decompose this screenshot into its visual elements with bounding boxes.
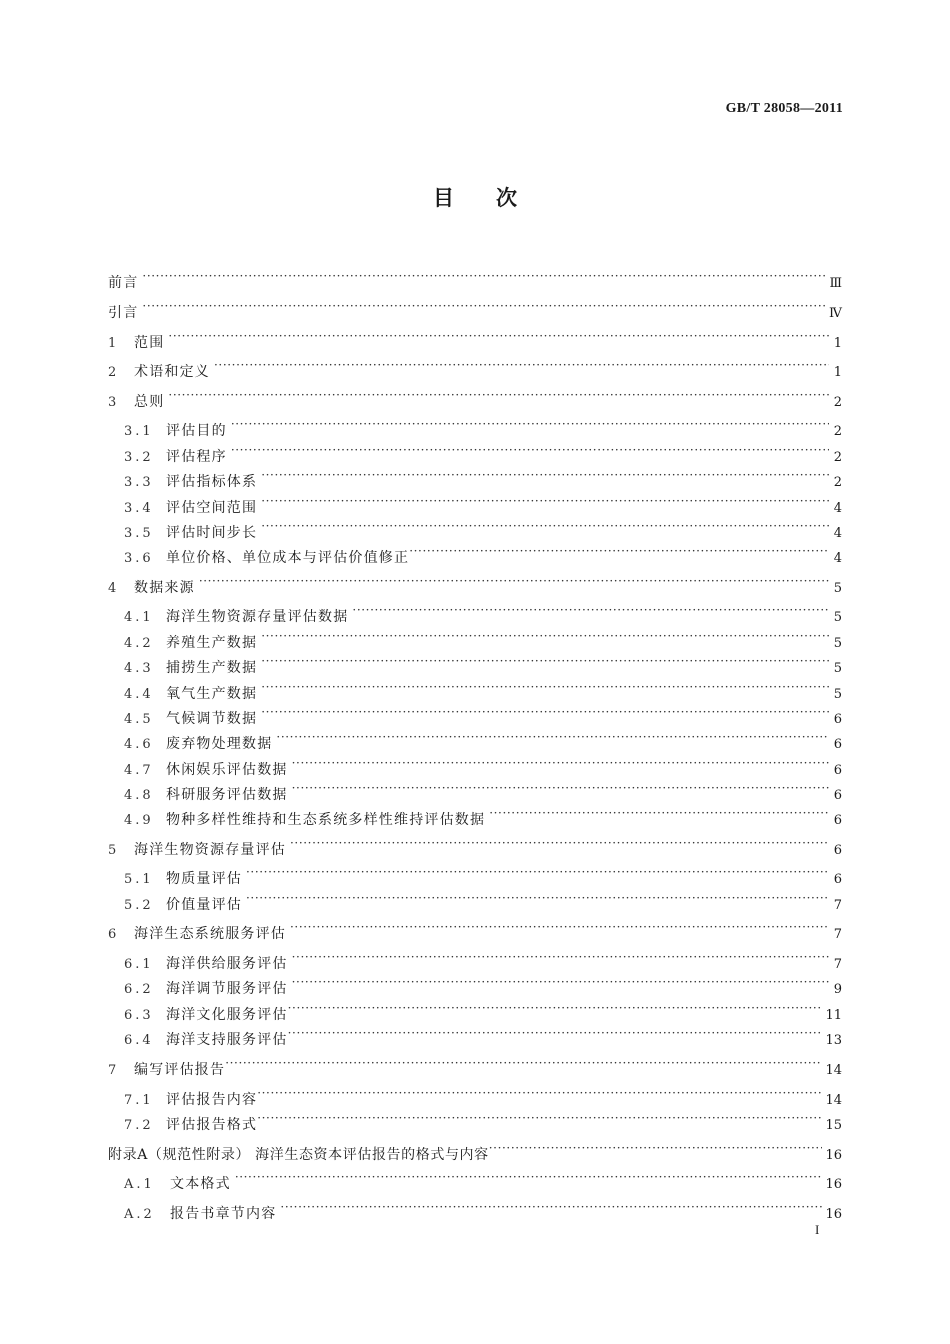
toc-entry-1[interactable] xyxy=(108,325,842,351)
toc-entry-label: 评估指标体系 xyxy=(166,474,258,490)
toc-section-number: 4.7 xyxy=(124,763,154,778)
toc-page-number: 6 xyxy=(833,788,842,803)
toc-entry-label: 前言 xyxy=(108,275,139,291)
toc-entry-label: 休闲娱乐评估数据 xyxy=(166,762,288,778)
toc-page-number: 5 xyxy=(833,610,842,625)
toc-section-number: 7 xyxy=(108,1063,120,1078)
leader-dots xyxy=(231,439,829,461)
toc-page-number: 2 xyxy=(833,395,842,410)
toc-page-number: 4 xyxy=(833,551,842,566)
toc-section-number: 4.4 xyxy=(124,687,154,702)
toc-entry-4-3[interactable] xyxy=(124,650,842,676)
leader-dots xyxy=(288,1022,823,1044)
toc-page-number: 14 xyxy=(825,1063,842,1078)
toc-section-number: 6.3 xyxy=(124,1008,154,1023)
toc-entry-appendix-a[interactable] xyxy=(108,1137,842,1163)
toc-section-number: 6 xyxy=(108,927,120,942)
toc-page-number: 7 xyxy=(833,957,842,972)
toc-entry-6[interactable] xyxy=(108,916,842,942)
toc-entry-label: 单位价格、单位成本与评估价值修正 xyxy=(166,550,410,566)
toc-page-number: 11 xyxy=(825,1008,842,1023)
toc-page-number: 4 xyxy=(833,526,842,541)
toc-entry-5-1[interactable] xyxy=(124,861,842,887)
toc-page-number: 15 xyxy=(825,1118,842,1133)
leader-dots xyxy=(292,752,829,774)
leader-dots xyxy=(276,726,829,748)
leader-dots xyxy=(199,570,829,592)
toc-entry-label: 术语和定义 xyxy=(134,364,210,380)
toc-entry-3[interactable] xyxy=(108,384,842,410)
toc-entry-label: 科研服务评估数据 xyxy=(166,787,288,803)
toc-entry-label: 总则 xyxy=(134,394,165,410)
toc-entry-a-1[interactable] xyxy=(124,1166,842,1192)
leader-dots xyxy=(261,701,829,723)
toc-entry-4-1[interactable] xyxy=(124,599,842,625)
toc-section-number: 3 xyxy=(108,395,120,410)
toc-entry-4-6[interactable] xyxy=(124,726,842,752)
toc-entry-7[interactable] xyxy=(108,1052,842,1078)
toc-section-number: 4.5 xyxy=(124,712,154,727)
leader-dots xyxy=(261,490,829,512)
toc-page-number: 7 xyxy=(833,927,842,942)
toc-entry-6-1[interactable] xyxy=(124,946,842,972)
toc-page-number: 4 xyxy=(833,501,842,516)
toc-entry-label: 范围 xyxy=(134,335,165,351)
toc-entry-label: 氧气生产数据 xyxy=(166,686,258,702)
toc-page-number: 6 xyxy=(833,843,842,858)
toc-section-number: 6.2 xyxy=(124,982,154,997)
toc-section-number: 2 xyxy=(108,365,120,380)
toc-section-number: 3.6 xyxy=(124,551,154,566)
leader-dots xyxy=(292,946,829,968)
toc-entry-label: 评估报告格式 xyxy=(166,1117,258,1133)
leader-dots xyxy=(168,325,829,347)
toc-entry-label: 废弃物处理数据 xyxy=(166,736,273,752)
toc-page-number: 5 xyxy=(833,661,842,676)
toc-section-number: 4.6 xyxy=(124,737,154,752)
toc-entry-label: 报告书章节内容 xyxy=(170,1206,277,1222)
toc-section-number: 4.8 xyxy=(124,788,154,803)
leader-dots xyxy=(292,971,829,993)
toc-entry-3-5[interactable] xyxy=(124,515,842,541)
toc-section-number: 3.2 xyxy=(124,450,154,465)
leader-dots xyxy=(261,676,829,698)
toc-entry-label: 评估目的 xyxy=(166,423,227,439)
leader-dots xyxy=(261,464,829,486)
standard-code: GB/T 28058—2011 xyxy=(725,101,843,116)
toc-section-number: 4.3 xyxy=(124,661,154,676)
toc-page-number: 6 xyxy=(833,712,842,727)
toc-page-number: 6 xyxy=(833,872,842,887)
toc-page-number: 5 xyxy=(833,636,842,651)
leader-dots xyxy=(409,540,829,562)
leader-dots xyxy=(142,295,826,317)
toc-page-number: 6 xyxy=(833,813,842,828)
page-title: 目次 xyxy=(433,186,559,210)
leader-dots xyxy=(231,413,829,435)
toc-section-number: A.2 xyxy=(124,1207,155,1222)
toc-entry-7-2[interactable] xyxy=(124,1107,842,1133)
toc-entry-3-3[interactable] xyxy=(124,464,842,490)
leader-dots xyxy=(257,1107,822,1129)
toc-entry-3-4[interactable] xyxy=(124,490,842,516)
toc-page-number: 5 xyxy=(833,581,842,596)
toc-section-number: 3.5 xyxy=(124,526,154,541)
toc-section-number: 4.2 xyxy=(124,636,154,651)
toc-section-number: 3.4 xyxy=(124,501,154,516)
leader-dots xyxy=(489,802,829,824)
toc-entry-a-2[interactable] xyxy=(124,1196,842,1222)
toc-section-number: 4.9 xyxy=(124,813,154,828)
toc-entry-label: 海洋调节服务评估 xyxy=(166,981,288,997)
toc-page-number: 2 xyxy=(833,450,842,465)
toc-page-number: 13 xyxy=(825,1033,842,1048)
page-number: I xyxy=(815,1222,820,1237)
leader-dots xyxy=(246,861,829,883)
toc-page-number: 6 xyxy=(833,763,842,778)
toc-entry-label: 养殖生产数据 xyxy=(166,635,258,651)
toc-entry-7-1[interactable] xyxy=(124,1082,842,1108)
leader-dots xyxy=(288,997,823,1019)
toc-section-number: 5.1 xyxy=(124,872,154,887)
toc-section-number: 5 xyxy=(108,843,120,858)
toc-page-number: 2 xyxy=(833,424,842,439)
toc-entry-label: 评估程序 xyxy=(166,449,227,465)
toc-entry-label: 评估报告内容 xyxy=(166,1092,258,1108)
toc-entry-4[interactable] xyxy=(108,570,842,596)
toc-entry-4-9[interactable] xyxy=(124,802,842,828)
leader-dots xyxy=(261,515,829,537)
leader-dots xyxy=(257,1082,822,1104)
toc-entry-label: 编写评估报告 xyxy=(134,1062,226,1078)
leader-dots xyxy=(261,650,829,672)
toc-page-number: Ⅲ xyxy=(829,276,842,291)
toc-entry-6-2[interactable] xyxy=(124,971,842,997)
leader-dots xyxy=(261,625,829,647)
toc-page-number: 1 xyxy=(833,365,842,380)
leader-dots xyxy=(290,916,829,938)
toc-entry-label: 海洋供给服务评估 xyxy=(166,956,288,972)
toc-entry-label: 数据来源 xyxy=(134,580,195,596)
toc-entry-introduction[interactable] xyxy=(108,295,842,321)
toc-section-number: A.1 xyxy=(124,1177,155,1192)
toc-entry-preface[interactable] xyxy=(108,265,842,291)
leader-dots xyxy=(168,384,829,406)
leader-dots xyxy=(352,599,829,621)
toc-section-number: 1 xyxy=(108,336,120,351)
toc-entry-4-7[interactable] xyxy=(124,752,842,778)
toc-section-number: 6.1 xyxy=(124,957,154,972)
toc-entry-label: 评估时间步长 xyxy=(166,525,258,541)
toc-entry-label: 海洋文化服务评估 xyxy=(166,1007,288,1023)
toc-entry-label: 价值量评估 xyxy=(166,897,242,913)
toc-entry-5-2[interactable] xyxy=(124,887,842,913)
toc-page-number: 1 xyxy=(833,336,842,351)
leader-dots xyxy=(280,1196,822,1218)
toc-entry-3-2[interactable] xyxy=(124,439,842,465)
toc-entry-label: 海洋支持服务评估 xyxy=(166,1032,288,1048)
leader-dots xyxy=(290,832,829,854)
toc-entry-label: 海洋生态系统服务评估 xyxy=(134,926,286,942)
toc-entry-6-3[interactable] xyxy=(124,997,842,1023)
toc-entry-label: 文本格式 xyxy=(170,1176,231,1192)
toc-entry-6-4[interactable] xyxy=(124,1022,842,1048)
leader-dots xyxy=(214,354,829,376)
toc-entry-label: 海洋生物资源存量评估 xyxy=(134,842,286,858)
toc-entry-3-1[interactable] xyxy=(124,413,842,439)
toc-section-number: 4.1 xyxy=(124,610,154,625)
toc-page-number: 6 xyxy=(833,737,842,752)
toc-page-number: 14 xyxy=(825,1093,842,1108)
toc-entry-4-5[interactable] xyxy=(124,701,842,727)
toc-page-number: 7 xyxy=(833,898,842,913)
toc-entry-4-2[interactable] xyxy=(124,625,842,651)
leader-dots xyxy=(489,1137,823,1159)
toc-page-number: 2 xyxy=(833,475,842,490)
toc-section-number: 4 xyxy=(108,581,120,596)
toc-entry-label: 捕捞生产数据 xyxy=(166,660,258,676)
leader-dots xyxy=(225,1052,822,1074)
leader-dots xyxy=(235,1166,823,1188)
leader-dots xyxy=(142,265,826,287)
toc-entry-label: 评估空间范围 xyxy=(166,500,258,516)
toc-entry-4-8[interactable] xyxy=(124,777,842,803)
toc-section-number: 5.2 xyxy=(124,898,154,913)
toc-entry-label: 海洋生物资源存量评估数据 xyxy=(166,609,349,625)
toc-entry-5[interactable] xyxy=(108,832,842,858)
toc-entry-3-6[interactable] xyxy=(124,540,842,566)
toc-page-number: 9 xyxy=(833,982,842,997)
toc-entry-4-4[interactable] xyxy=(124,676,842,702)
toc-page-number: 16 xyxy=(825,1148,842,1163)
toc-section-number: 3.3 xyxy=(124,475,154,490)
toc-page-number: 16 xyxy=(825,1177,842,1192)
toc-section-number: 3.1 xyxy=(124,424,154,439)
toc-section-number: 6.4 xyxy=(124,1033,154,1048)
toc-entry-label: 引言 xyxy=(108,305,139,321)
toc-page-number: Ⅳ xyxy=(829,306,842,321)
leader-dots xyxy=(246,887,829,909)
toc-entry-label: 附录A（规范性附录） 海洋生态资本评估报告的格式与内容 xyxy=(108,1147,489,1163)
toc-entry-label: 气候调节数据 xyxy=(166,711,258,727)
toc-page-number: 16 xyxy=(825,1207,842,1222)
toc-section-number: 7.2 xyxy=(124,1118,154,1133)
toc-entry-label: 物质量评估 xyxy=(166,871,242,887)
toc-entry-label: 物种多样性维持和生态系统多样性维持评估数据 xyxy=(166,812,486,828)
leader-dots xyxy=(292,777,829,799)
toc-page-number: 5 xyxy=(833,687,842,702)
toc-entry-2[interactable] xyxy=(108,354,842,380)
toc-section-number: 7.1 xyxy=(124,1093,154,1108)
